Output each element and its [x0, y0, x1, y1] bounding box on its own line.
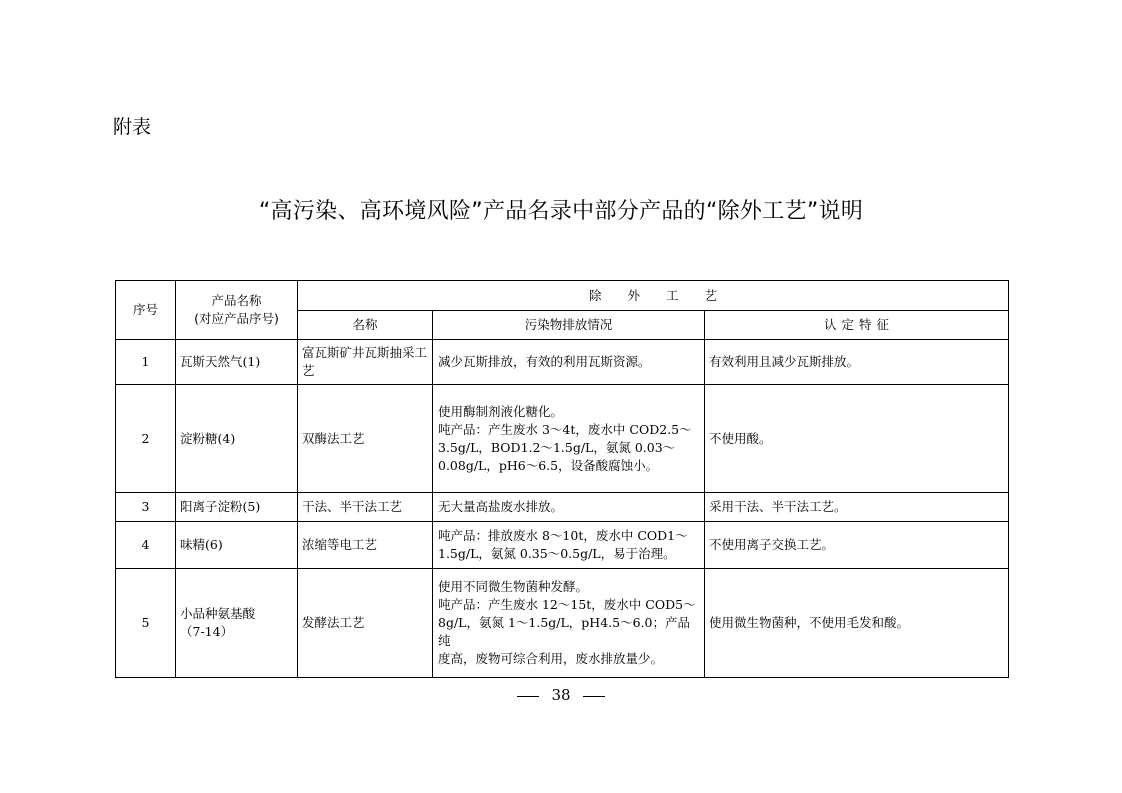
header-exempt-process: 除外工艺	[298, 281, 1009, 311]
table-row	[116, 522, 1009, 569]
page-number: 38	[551, 686, 571, 704]
table-row	[116, 569, 1009, 678]
header-row-1	[116, 281, 1009, 311]
row-seq: 5	[116, 569, 176, 678]
row-seq: 4	[116, 522, 176, 569]
row-pollutant	[433, 385, 705, 493]
row-seq: 3	[116, 493, 176, 522]
row-process: 双酶法工艺	[298, 385, 433, 493]
row-pollutant	[433, 340, 705, 385]
row-feature: 不使用酸。	[705, 385, 1009, 493]
header-seq: 序号	[116, 281, 176, 340]
pollutant-line: 3.5g/L，BOD1.2～1.5g/L，氨氮 0.03～	[438, 439, 676, 455]
header-feature: 认定特征	[705, 311, 1009, 340]
pollutant-line: 无大量高盐废水排放。	[438, 499, 564, 514]
exempt-process-table	[115, 280, 1009, 678]
pollutant-line: 使用酶制剂液化糖化。	[438, 403, 564, 419]
pollutant-line: 吨产品：排放废水 8～10t，废水中 COD1～	[438, 528, 688, 543]
pollutant-line: 0.08g/L，pH6～6.5，设备酸腐蚀小。	[438, 457, 659, 473]
header-name: 名称	[298, 311, 433, 340]
row-feature: 不使用离子交换工艺。	[705, 522, 1009, 569]
header-product-name-sub: (对应产品序号)	[194, 311, 279, 326]
row-product: 瓦斯天然气(1)	[176, 340, 298, 385]
pollutant-line: 减少瓦斯排放，有效的利用瓦斯资源。	[438, 354, 651, 369]
header-product-name-main: 产品名称	[211, 293, 262, 308]
row-process: 干法、半干法工艺	[298, 493, 433, 522]
appendix-label: 附表	[113, 116, 152, 138]
row-product-main: 小品种氨基酸	[180, 606, 256, 621]
table-row	[116, 493, 1009, 522]
row-feature: 采用干法、半干法工艺。	[705, 493, 1009, 522]
document-title: “高污染、高环境风险”产品名录中部分产品的“除外工艺”说明	[258, 199, 864, 224]
pollutant-line: 使用不同微生物菌种发酵。	[438, 579, 589, 594]
pollutant-line: 8g/L，氨氮 1～1.5g/L，pH4.5～6.0；产品纯	[438, 615, 690, 648]
row-product	[176, 569, 298, 678]
row-product: 淀粉糖(4)	[176, 385, 298, 493]
row-seq: 1	[116, 340, 176, 385]
row-process: 富瓦斯矿井瓦斯抽采工艺	[298, 340, 433, 385]
row-pollutant	[433, 522, 705, 569]
row-feature: 有效利用且减少瓦斯排放。	[705, 340, 1009, 385]
row-seq: 2	[116, 385, 176, 493]
header-product-name	[176, 281, 298, 340]
table-row	[116, 385, 1009, 493]
page-footer	[0, 684, 1122, 706]
row-product-sub: （7-14）	[180, 624, 234, 639]
header-pollutant: 污染物排放情况	[433, 311, 705, 340]
pollutant-line: 吨产品：产生废水 3～4t，废水中 COD2.5～	[438, 421, 692, 437]
row-process: 发酵法工艺	[298, 569, 433, 678]
pollutant-line: 1.5g/L，氨氮 0.35～0.5g/L，易于治理。	[438, 546, 676, 561]
footer-dash-left	[517, 696, 539, 697]
row-pollutant	[433, 569, 705, 678]
row-pollutant	[433, 493, 705, 522]
row-feature: 使用微生物菌种，不使用毛发和酸。	[705, 569, 1009, 678]
row-product: 味精(6)	[176, 522, 298, 569]
pollutant-line: 吨产品：产生废水 12～15t，废水中 COD5～	[438, 597, 696, 612]
pollutant-line: 度高，废物可综合利用，废水排放量少。	[438, 651, 664, 666]
table-row	[116, 340, 1009, 385]
footer-dash-right	[583, 696, 605, 697]
row-process: 浓缩等电工艺	[298, 522, 433, 569]
row-product: 阳离子淀粉(5)	[176, 493, 298, 522]
